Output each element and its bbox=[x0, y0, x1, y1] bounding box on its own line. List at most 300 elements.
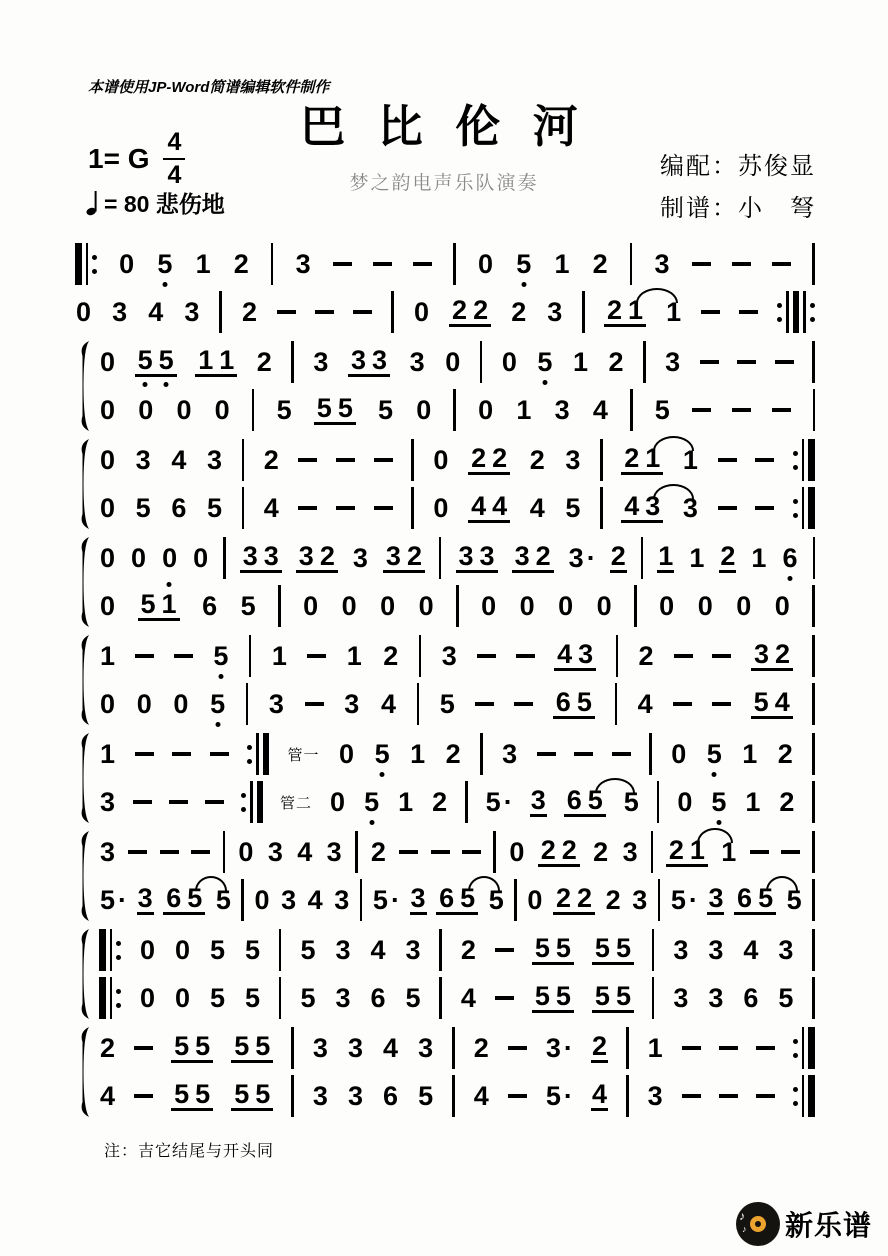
song-title: 巴 比 伦 河 bbox=[300, 101, 588, 152]
note-token bbox=[312, 1032, 329, 1063]
dash-sustain bbox=[336, 506, 355, 510]
dash-sustain bbox=[674, 654, 693, 658]
music-note-icon: ♪ bbox=[741, 1224, 747, 1234]
note: 0 bbox=[330, 786, 346, 817]
note-token bbox=[172, 688, 189, 719]
note: 3 bbox=[708, 934, 724, 965]
note-token bbox=[485, 786, 513, 817]
dash-sustain bbox=[732, 408, 751, 412]
note-token bbox=[346, 640, 363, 671]
note: 1 bbox=[742, 738, 758, 769]
note: 5 bbox=[537, 346, 553, 377]
note: 0 bbox=[162, 542, 178, 573]
note-token bbox=[432, 492, 449, 523]
note-token bbox=[742, 982, 759, 1013]
note: 5 bbox=[234, 1079, 250, 1109]
barline bbox=[291, 341, 294, 383]
note-token bbox=[99, 1080, 116, 1111]
note-token bbox=[526, 884, 543, 915]
dash-sustain bbox=[514, 702, 533, 706]
beamed-note-group bbox=[456, 543, 498, 573]
note: 2 bbox=[591, 1031, 607, 1061]
note: 5 bbox=[174, 1079, 190, 1109]
note: 1 bbox=[647, 1032, 663, 1063]
note-token bbox=[564, 492, 581, 523]
note: 0 bbox=[100, 542, 116, 573]
note: 1 bbox=[554, 248, 570, 279]
barline bbox=[600, 439, 603, 481]
note-token bbox=[742, 934, 759, 965]
note-token bbox=[554, 394, 571, 425]
note: 4 bbox=[473, 1080, 489, 1111]
note-token bbox=[777, 982, 794, 1013]
note: 4 bbox=[471, 491, 487, 521]
note-token bbox=[99, 1032, 116, 1063]
note: 4 bbox=[591, 1079, 607, 1109]
note: 1 bbox=[161, 589, 177, 619]
barline bbox=[291, 1027, 294, 1069]
note: 5 bbox=[565, 492, 581, 523]
note: 0 bbox=[558, 590, 574, 621]
note-token bbox=[741, 738, 758, 769]
note: 5 bbox=[706, 738, 722, 769]
barline bbox=[808, 1027, 815, 1069]
system bbox=[75, 534, 815, 630]
note-token bbox=[147, 296, 164, 327]
note: 0 bbox=[100, 590, 116, 621]
note: 2 bbox=[511, 296, 527, 327]
dash-sustain bbox=[755, 458, 774, 462]
note: 6 bbox=[439, 883, 455, 913]
note: 0 bbox=[416, 394, 432, 425]
note-token bbox=[605, 884, 622, 915]
barline bbox=[291, 1075, 294, 1117]
note-token bbox=[473, 1032, 490, 1063]
note: 5 bbox=[670, 884, 686, 915]
note: 5 bbox=[753, 687, 769, 717]
note-token bbox=[372, 884, 400, 915]
note: 3 bbox=[298, 541, 314, 571]
note: 6 bbox=[782, 542, 798, 573]
note: 0 bbox=[138, 394, 154, 425]
barline bbox=[242, 487, 245, 529]
note-token bbox=[369, 982, 386, 1013]
beamed-note-group bbox=[314, 395, 356, 425]
barline bbox=[600, 487, 603, 529]
note: 3 bbox=[385, 541, 401, 571]
note-token bbox=[647, 1080, 664, 1111]
note-token bbox=[195, 248, 212, 279]
note-token bbox=[477, 394, 494, 425]
note-token bbox=[432, 444, 449, 475]
note: 1 bbox=[572, 346, 588, 377]
repeat-dots bbox=[241, 793, 246, 812]
tempo-text: = 80 悲伤地 bbox=[104, 191, 225, 217]
note: 0 bbox=[659, 590, 675, 621]
music-line bbox=[99, 582, 815, 630]
beamed-note-group bbox=[553, 885, 595, 915]
note: 5 bbox=[210, 688, 226, 719]
end-repeat-barline bbox=[247, 733, 269, 775]
note: 5 bbox=[439, 688, 455, 719]
begin-repeat-barline bbox=[99, 929, 121, 971]
barline bbox=[257, 781, 264, 823]
dash-sustain bbox=[336, 458, 355, 462]
note: 6 bbox=[383, 1080, 399, 1111]
note: 0 bbox=[174, 934, 190, 965]
note-token bbox=[546, 296, 563, 327]
note-token bbox=[329, 786, 346, 817]
dash-sustain bbox=[307, 654, 326, 658]
system-bracket-icon bbox=[75, 928, 91, 1020]
system bbox=[75, 828, 815, 924]
note-token bbox=[237, 836, 254, 867]
note-token bbox=[135, 492, 152, 523]
note: 1 bbox=[410, 738, 426, 769]
beamed-note-group bbox=[553, 689, 595, 719]
note-token bbox=[568, 542, 596, 573]
note: 3 bbox=[335, 934, 351, 965]
beamed-note-group bbox=[592, 935, 634, 965]
note-token bbox=[99, 786, 116, 817]
note: 4 bbox=[592, 394, 608, 425]
note-token bbox=[564, 444, 581, 475]
note-token bbox=[501, 738, 518, 769]
note: 5 bbox=[337, 393, 353, 423]
tie-arc bbox=[766, 876, 799, 891]
note-token bbox=[170, 444, 187, 475]
note-token bbox=[209, 688, 226, 719]
note: 4 bbox=[370, 934, 386, 965]
augmentation-dot: · bbox=[503, 786, 513, 817]
barline bbox=[271, 243, 274, 285]
end-repeat-barline bbox=[793, 439, 815, 481]
barline bbox=[657, 781, 660, 823]
time-denominator: 4 bbox=[167, 161, 182, 189]
barline bbox=[279, 977, 282, 1019]
note: 2 bbox=[445, 738, 461, 769]
note: 0 bbox=[176, 394, 192, 425]
note-token bbox=[415, 394, 432, 425]
dash-sustain bbox=[169, 800, 188, 804]
note: 2 bbox=[561, 835, 577, 865]
note: 5 bbox=[516, 248, 532, 279]
note: 3 bbox=[351, 345, 367, 375]
key-label: 1= G bbox=[88, 143, 150, 174]
note: 5 bbox=[215, 884, 231, 915]
note-token bbox=[477, 248, 494, 279]
music-line bbox=[75, 288, 815, 336]
note-token bbox=[418, 590, 435, 621]
note: 5 bbox=[654, 394, 670, 425]
note: 1 bbox=[682, 444, 698, 475]
note: 3 bbox=[100, 786, 116, 817]
note-token bbox=[592, 248, 609, 279]
note: 0 bbox=[100, 492, 116, 523]
dash-sustain bbox=[133, 800, 152, 804]
tie-arc bbox=[653, 484, 695, 499]
dash-sustain bbox=[374, 506, 393, 510]
note-token bbox=[417, 1032, 434, 1063]
note-token bbox=[382, 1080, 399, 1111]
note-token bbox=[744, 786, 761, 817]
note: 0 bbox=[131, 542, 147, 573]
note-token bbox=[192, 542, 209, 573]
note: 2 bbox=[779, 786, 795, 817]
note: 4 bbox=[380, 688, 396, 719]
note-token bbox=[670, 884, 698, 915]
dash-sustain bbox=[692, 262, 711, 266]
instrument-label: 管二 bbox=[280, 794, 313, 812]
dash-sustain bbox=[719, 1094, 738, 1098]
note: 0 bbox=[238, 836, 254, 867]
system-bracket-icon bbox=[75, 340, 91, 432]
system bbox=[75, 730, 815, 826]
dash-sustain bbox=[305, 702, 324, 706]
note-token bbox=[441, 640, 458, 671]
dash-sustain bbox=[475, 702, 494, 706]
note-token bbox=[409, 346, 426, 377]
beamed-note-group bbox=[171, 1081, 213, 1111]
note-token bbox=[529, 492, 546, 523]
note-token bbox=[244, 982, 261, 1013]
note: 0 bbox=[100, 394, 116, 425]
beamed-note-group bbox=[231, 1081, 273, 1111]
note: 1 bbox=[195, 248, 211, 279]
repeat-dots bbox=[793, 1039, 798, 1058]
note: 5 bbox=[209, 982, 225, 1013]
barline bbox=[86, 243, 89, 285]
barline bbox=[812, 929, 815, 971]
note-token bbox=[510, 296, 527, 327]
note: 2 bbox=[406, 541, 422, 571]
dash-sustain bbox=[210, 752, 229, 756]
note: 5 bbox=[405, 982, 421, 1013]
note: 0 bbox=[697, 590, 713, 621]
note-token bbox=[460, 934, 477, 965]
note: 0 bbox=[303, 590, 319, 621]
note: 0 bbox=[254, 884, 270, 915]
dash-sustain bbox=[172, 752, 191, 756]
note: 1 bbox=[666, 296, 682, 327]
barline bbox=[808, 439, 815, 481]
note-token bbox=[658, 590, 675, 621]
note-token bbox=[778, 786, 795, 817]
music-line bbox=[99, 386, 815, 434]
note: 5 bbox=[187, 883, 203, 913]
note-token bbox=[347, 1032, 364, 1063]
dash-sustain bbox=[719, 1046, 738, 1050]
note: 5 bbox=[545, 1080, 561, 1111]
note: 1 bbox=[751, 542, 767, 573]
tie-arc bbox=[195, 876, 228, 891]
note: 3 bbox=[568, 542, 584, 573]
dash-sustain bbox=[508, 1046, 527, 1050]
note: 0 bbox=[100, 444, 116, 475]
barline bbox=[391, 291, 394, 333]
dash-sustain bbox=[399, 850, 418, 854]
music-line bbox=[75, 240, 815, 288]
note: 0 bbox=[519, 590, 535, 621]
note: 2 bbox=[592, 248, 608, 279]
guitar-footnote: 注：吉它结尾与开头同 bbox=[104, 1143, 275, 1160]
note: 2 bbox=[471, 443, 487, 473]
music-line bbox=[99, 338, 815, 386]
note-token bbox=[688, 542, 705, 573]
note: 2 bbox=[720, 541, 736, 571]
barline bbox=[812, 831, 815, 873]
end-begin-repeat-barline bbox=[777, 291, 815, 333]
barline bbox=[99, 929, 106, 971]
note-token bbox=[99, 590, 116, 621]
note: 5 bbox=[418, 1080, 434, 1111]
repeat-dots bbox=[777, 303, 782, 322]
note: 5 bbox=[100, 884, 116, 915]
dash-sustain bbox=[160, 850, 179, 854]
barline bbox=[411, 487, 414, 529]
note: 0 bbox=[433, 444, 449, 475]
barline bbox=[75, 243, 82, 285]
beamed-note-group bbox=[554, 641, 596, 671]
note: 3 bbox=[673, 982, 689, 1013]
note-token bbox=[253, 884, 270, 915]
note: 0 bbox=[478, 248, 494, 279]
dash-sustain bbox=[174, 654, 193, 658]
note-token bbox=[413, 296, 430, 327]
system bbox=[75, 926, 815, 1022]
note: 5 bbox=[195, 1031, 211, 1061]
note: 2 bbox=[777, 738, 793, 769]
note: 2 bbox=[555, 883, 571, 913]
note-token bbox=[99, 640, 116, 671]
barline bbox=[493, 831, 496, 873]
note: 2 bbox=[319, 541, 335, 571]
note: 3 bbox=[514, 541, 530, 571]
note: 4 bbox=[460, 982, 476, 1013]
note-token bbox=[296, 836, 313, 867]
barline bbox=[452, 1027, 455, 1069]
music-line bbox=[99, 680, 815, 728]
note: 0 bbox=[76, 296, 92, 327]
note: 3 bbox=[372, 345, 388, 375]
system-bracket-icon bbox=[75, 438, 91, 530]
note: 5 bbox=[234, 1031, 250, 1061]
beamed-note-group bbox=[135, 347, 177, 377]
barline bbox=[439, 977, 442, 1019]
barline bbox=[452, 1075, 455, 1117]
augmentation-dot: · bbox=[118, 884, 128, 915]
barline bbox=[250, 781, 253, 823]
note-token bbox=[299, 982, 316, 1013]
note-token bbox=[672, 934, 689, 965]
dash-sustain bbox=[718, 506, 737, 510]
logo-text: 新乐谱 bbox=[784, 1210, 872, 1241]
note: 5 bbox=[576, 687, 592, 717]
note: 5 bbox=[244, 982, 260, 1013]
time-signature bbox=[163, 130, 185, 188]
system-bracket-icon bbox=[75, 1026, 91, 1118]
note: 3 bbox=[242, 541, 258, 571]
note: 0 bbox=[214, 394, 230, 425]
note: 2 bbox=[638, 640, 654, 671]
note: 3 bbox=[418, 1032, 434, 1063]
note: 3 bbox=[708, 883, 724, 913]
note-token bbox=[382, 1032, 399, 1063]
barline bbox=[812, 243, 815, 285]
beamed-note-group bbox=[468, 445, 510, 475]
note: 3 bbox=[263, 541, 279, 571]
note-token bbox=[307, 884, 324, 915]
barline bbox=[246, 683, 249, 725]
note-token bbox=[536, 346, 553, 377]
quarter-note-icon bbox=[86, 189, 100, 217]
note: 3 bbox=[100, 836, 116, 867]
barline bbox=[439, 537, 442, 579]
note-token bbox=[241, 296, 258, 327]
dash-sustain bbox=[277, 310, 296, 314]
note: 4 bbox=[307, 884, 323, 915]
note: 0 bbox=[100, 688, 116, 719]
note: 2 bbox=[606, 295, 623, 325]
note: 5 bbox=[587, 785, 603, 815]
note: 0 bbox=[596, 590, 612, 621]
note-token bbox=[706, 738, 723, 769]
note-token bbox=[118, 248, 135, 279]
barline bbox=[453, 243, 456, 285]
note: 1 bbox=[516, 394, 532, 425]
beamed-note-group bbox=[383, 543, 425, 573]
barline bbox=[634, 585, 637, 627]
barline bbox=[626, 1075, 629, 1117]
note: 3 bbox=[352, 542, 368, 573]
dash-sustain bbox=[700, 360, 719, 364]
note: 3 bbox=[708, 982, 724, 1013]
tie-arc bbox=[636, 288, 678, 303]
note-token bbox=[352, 542, 369, 573]
note-token bbox=[156, 248, 173, 279]
note-token bbox=[343, 688, 360, 719]
note: 3 bbox=[344, 688, 360, 719]
note: 2 bbox=[432, 786, 448, 817]
note-token bbox=[777, 934, 794, 965]
system-bracket-icon bbox=[75, 536, 91, 628]
note: 3 bbox=[554, 394, 570, 425]
note: 5 bbox=[174, 1031, 190, 1061]
dash-sustain bbox=[298, 506, 317, 510]
note-token bbox=[341, 590, 358, 621]
dash-sustain bbox=[495, 996, 514, 1000]
dash-sustain bbox=[508, 1094, 527, 1098]
dash-sustain bbox=[781, 850, 800, 854]
note-token bbox=[545, 1080, 573, 1111]
barline bbox=[514, 879, 517, 921]
note: 2 bbox=[242, 296, 258, 327]
note-token bbox=[664, 346, 681, 377]
score-area bbox=[75, 240, 815, 1122]
music-line bbox=[99, 484, 815, 532]
note-token bbox=[201, 590, 218, 621]
note: 0 bbox=[433, 492, 449, 523]
augmentation-dot: · bbox=[688, 884, 698, 915]
note: 2 bbox=[473, 295, 489, 325]
note: 0 bbox=[677, 786, 693, 817]
note: 5 bbox=[157, 248, 173, 279]
barline bbox=[242, 439, 245, 481]
note: 0 bbox=[509, 836, 525, 867]
dash-sustain bbox=[732, 262, 751, 266]
note: 5 bbox=[555, 933, 571, 963]
note: 0 bbox=[119, 248, 135, 279]
